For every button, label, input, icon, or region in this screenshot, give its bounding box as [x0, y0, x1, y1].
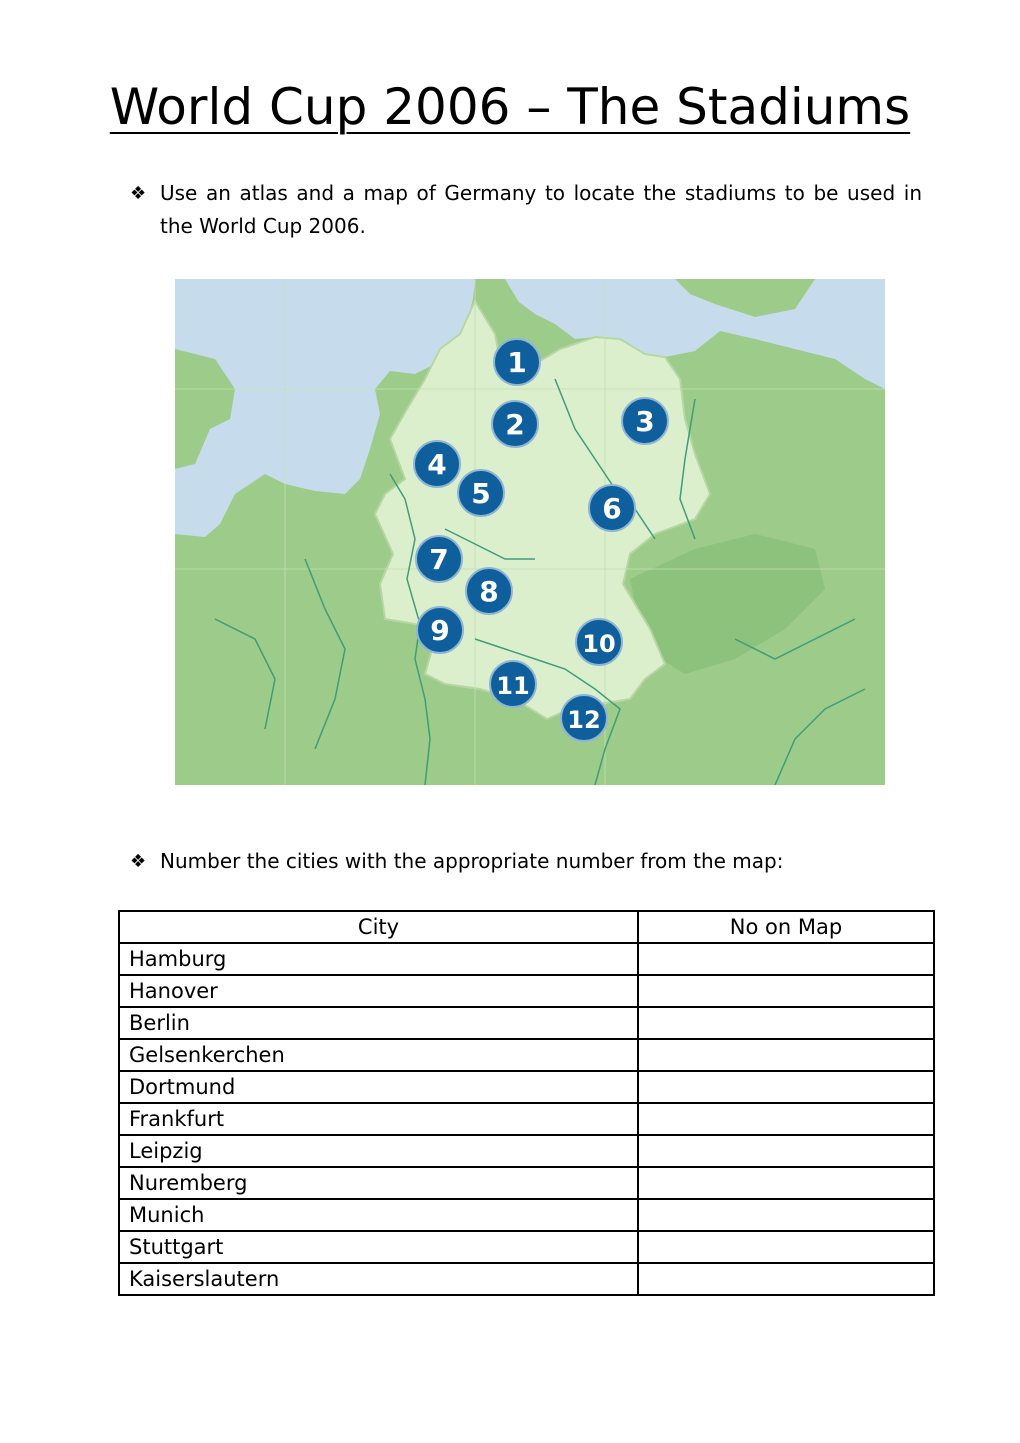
map-number-cell[interactable] — [638, 1039, 934, 1071]
page-title: World Cup 2006 – The Stadiums — [109, 78, 911, 136]
city-cell: Frankfurt — [119, 1103, 638, 1135]
table-row — [119, 975, 934, 1007]
city-cell: Dortmund — [119, 1071, 638, 1103]
city-cell: Gelsenkerchen — [119, 1039, 638, 1071]
instruction-locate — [130, 177, 922, 243]
marker-label: 9 — [430, 614, 450, 647]
map-number-cell[interactable] — [638, 1007, 934, 1039]
table-row — [119, 1007, 934, 1039]
marker-label: 3 — [635, 405, 655, 438]
stadium-marker-3 — [622, 398, 668, 444]
map-number-cell[interactable] — [638, 1231, 934, 1263]
map-number-cell[interactable] — [638, 1103, 934, 1135]
table-row — [119, 1039, 934, 1071]
city-cell: Nuremberg — [119, 1167, 638, 1199]
map-number-cell[interactable] — [638, 1071, 934, 1103]
table-row — [119, 943, 934, 975]
marker-label: 12 — [567, 706, 601, 734]
table-row — [119, 1135, 934, 1167]
diamond-bullet-icon: ❖ — [130, 183, 147, 204]
marker-label: 6 — [602, 492, 622, 525]
marker-label: 1 — [507, 346, 527, 379]
city-cell: Leipzig — [119, 1135, 638, 1167]
city-cell: Kaiserslautern — [119, 1263, 638, 1295]
marker-label: 8 — [479, 575, 499, 608]
column-header-number: No on Map — [638, 911, 934, 943]
marker-label: 4 — [427, 448, 447, 481]
instruction-text: Number the cities with the appropriate number from the map: — [160, 849, 784, 873]
map-number-cell[interactable] — [638, 1135, 934, 1167]
stadium-marker-12 — [561, 695, 607, 741]
map-number-cell[interactable] — [638, 943, 934, 975]
marker-label: 11 — [496, 672, 530, 700]
map-number-cell[interactable] — [638, 1167, 934, 1199]
stadium-marker-8 — [466, 568, 512, 614]
map-svg — [175, 279, 885, 785]
marker-label: 7 — [429, 543, 449, 576]
table-row — [119, 1071, 934, 1103]
table-header-row — [119, 911, 934, 943]
city-cell: Hamburg — [119, 943, 638, 975]
city-cell: Hanover — [119, 975, 638, 1007]
city-cell: Munich — [119, 1199, 638, 1231]
city-cell: Stuttgart — [119, 1231, 638, 1263]
marker-label: 2 — [505, 408, 525, 441]
table-row — [119, 1199, 934, 1231]
map-number-cell[interactable] — [638, 975, 934, 1007]
stadium-marker-4 — [414, 441, 460, 487]
diamond-bullet-icon: ❖ — [130, 851, 147, 872]
table-row — [119, 1167, 934, 1199]
stadium-marker-1 — [494, 339, 540, 385]
stadium-marker-6 — [589, 485, 635, 531]
city-number-table — [118, 910, 935, 1296]
column-header-city: City — [119, 911, 638, 943]
stadium-marker-5 — [458, 470, 504, 516]
instruction-number — [130, 845, 922, 878]
marker-label: 5 — [471, 477, 491, 510]
instruction-text: Use an atlas and a map of Germany to locate the stadiums to be used in the World Cup 2006. — [160, 181, 922, 238]
stadium-marker-10 — [576, 619, 622, 665]
table-row — [119, 1231, 934, 1263]
map-number-cell[interactable] — [638, 1199, 934, 1231]
marker-label: 10 — [582, 630, 616, 658]
stadium-marker-9 — [417, 607, 463, 653]
germany-stadium-map — [175, 279, 885, 785]
map-number-cell[interactable] — [638, 1263, 934, 1295]
table-row — [119, 1103, 934, 1135]
table-row — [119, 1263, 934, 1295]
stadium-marker-7 — [416, 536, 462, 582]
stadium-marker-11 — [490, 661, 536, 707]
city-cell: Berlin — [119, 1007, 638, 1039]
stadium-marker-2 — [492, 401, 538, 447]
